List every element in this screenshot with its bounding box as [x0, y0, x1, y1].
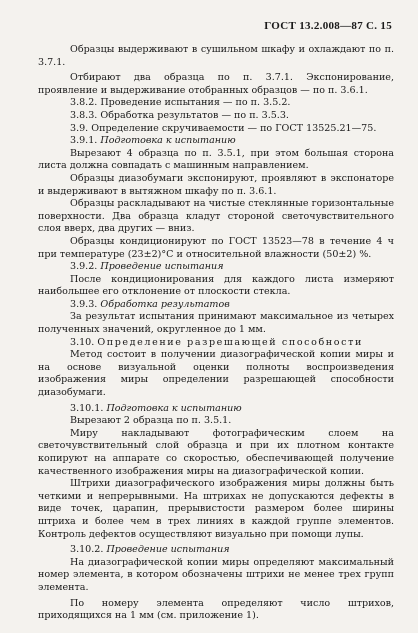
paragraph-p7: Вырезают 4 образца по п. 3.5.1, при этом большая сторона листа должна совпадать с машинным направлением.: [38, 147, 398, 172]
paragraph-p19: Миру накладывают фотографическим слоем на светочувствительный слой образца и при их плотном контакте копируют на аппарате со скоростью, обеспечивающей получение качественного изображения миры на диазографической копии.: [38, 427, 398, 477]
paragraph-p14: За результат испытания принимают максимальное из четырех полученных значений, округленное до 1 мм.: [38, 311, 398, 336]
paragraph-p9: Образцы раскладывают на чистые стеклянные горизонтальные поверхности. Два образца кладут стороной светочувствительного слоя вверх, два других — вниз.: [38, 198, 398, 235]
paragraph-p17: 3.10.1. Подготовка к испытанию: [70, 402, 242, 414]
paragraph-p13: 3.9.3. Обработка результатов: [70, 298, 230, 310]
paragraph-p22: На диазографической копии миры определяют максимальный номер элемента, в котором обозначены штрихи не менее трех групп элемента.: [38, 556, 398, 593]
paragraph-p18: Вырезают 2 образца по п. 3.5.1.: [70, 415, 232, 427]
paragraph-p2: Отбирают два образца по п. 3.7.1. Экспонирование, проявление и выдерживание отобранных образцов — по п. 3.6.1.: [38, 72, 398, 96]
paragraph-p21: 3.10.2. Проведение испытания: [70, 544, 230, 556]
paragraph-p11: 3.9.2. Проведение испытания: [70, 261, 224, 273]
document-body: [38, 44, 398, 623]
paragraph-p4: 3.8.3. Обработка результатов — по п. 3.5.3.: [70, 109, 289, 121]
paragraph-p3: 3.8.2. Проведение испытания — по п. 3.5.2.: [70, 97, 291, 109]
paragraph-p12: После кондиционирования для каждого листа измеряют наибольшее его отклонение от плоскости стекла.: [38, 273, 398, 298]
paragraph-p10: Образцы кондиционируют по ГОСТ 13523—78 в течение 4 ч при температуре (23±2)°С и относительной влажности (50±2) %.: [38, 235, 398, 260]
paragraph-p8: Образцы диазобумаги экспонируют, проявляют в экспонаторе и выдерживают в вытяжном шкафу по п. 3.6.1.: [38, 172, 398, 197]
paragraph-p15: 3.10. Определение разрешающей способности: [70, 336, 363, 348]
paragraph-p20: Штрихи диазографического изображения миры должны быть четкими и непрерывными. На штрихах не допускаются дефекты в виде точек, царапин, прерывистости размером более ширины штриха и более чем в трех линиях в каждой группе элементов. Контроль дефектов осуществляют визуально при помощи лупы.: [38, 478, 398, 540]
paragraph-p23: По номеру элемента определяют число штрихов, приходящихся на 1 мм (см. приложение 1).: [38, 597, 398, 622]
paragraph-p6: 3.9.1. Подготовка к испытанию: [70, 135, 236, 147]
page-header: ГОСТ 13.2.008—87 С. 15: [264, 20, 392, 32]
paragraph-p16: Метод состоит в получении диазографической копии миры и на основе визуальной оценки полноты воспроизведения изображения миры определении разрешающей способности диазобумаги.: [38, 349, 398, 399]
paragraph-p5: 3.9. Определение скручиваемости — по ГОСТ 13525.21—75.: [70, 122, 377, 134]
paragraph-p1: Образцы выдерживают в сушильном шкафу и охлаждают по п. 3.7.1.: [38, 44, 398, 68]
